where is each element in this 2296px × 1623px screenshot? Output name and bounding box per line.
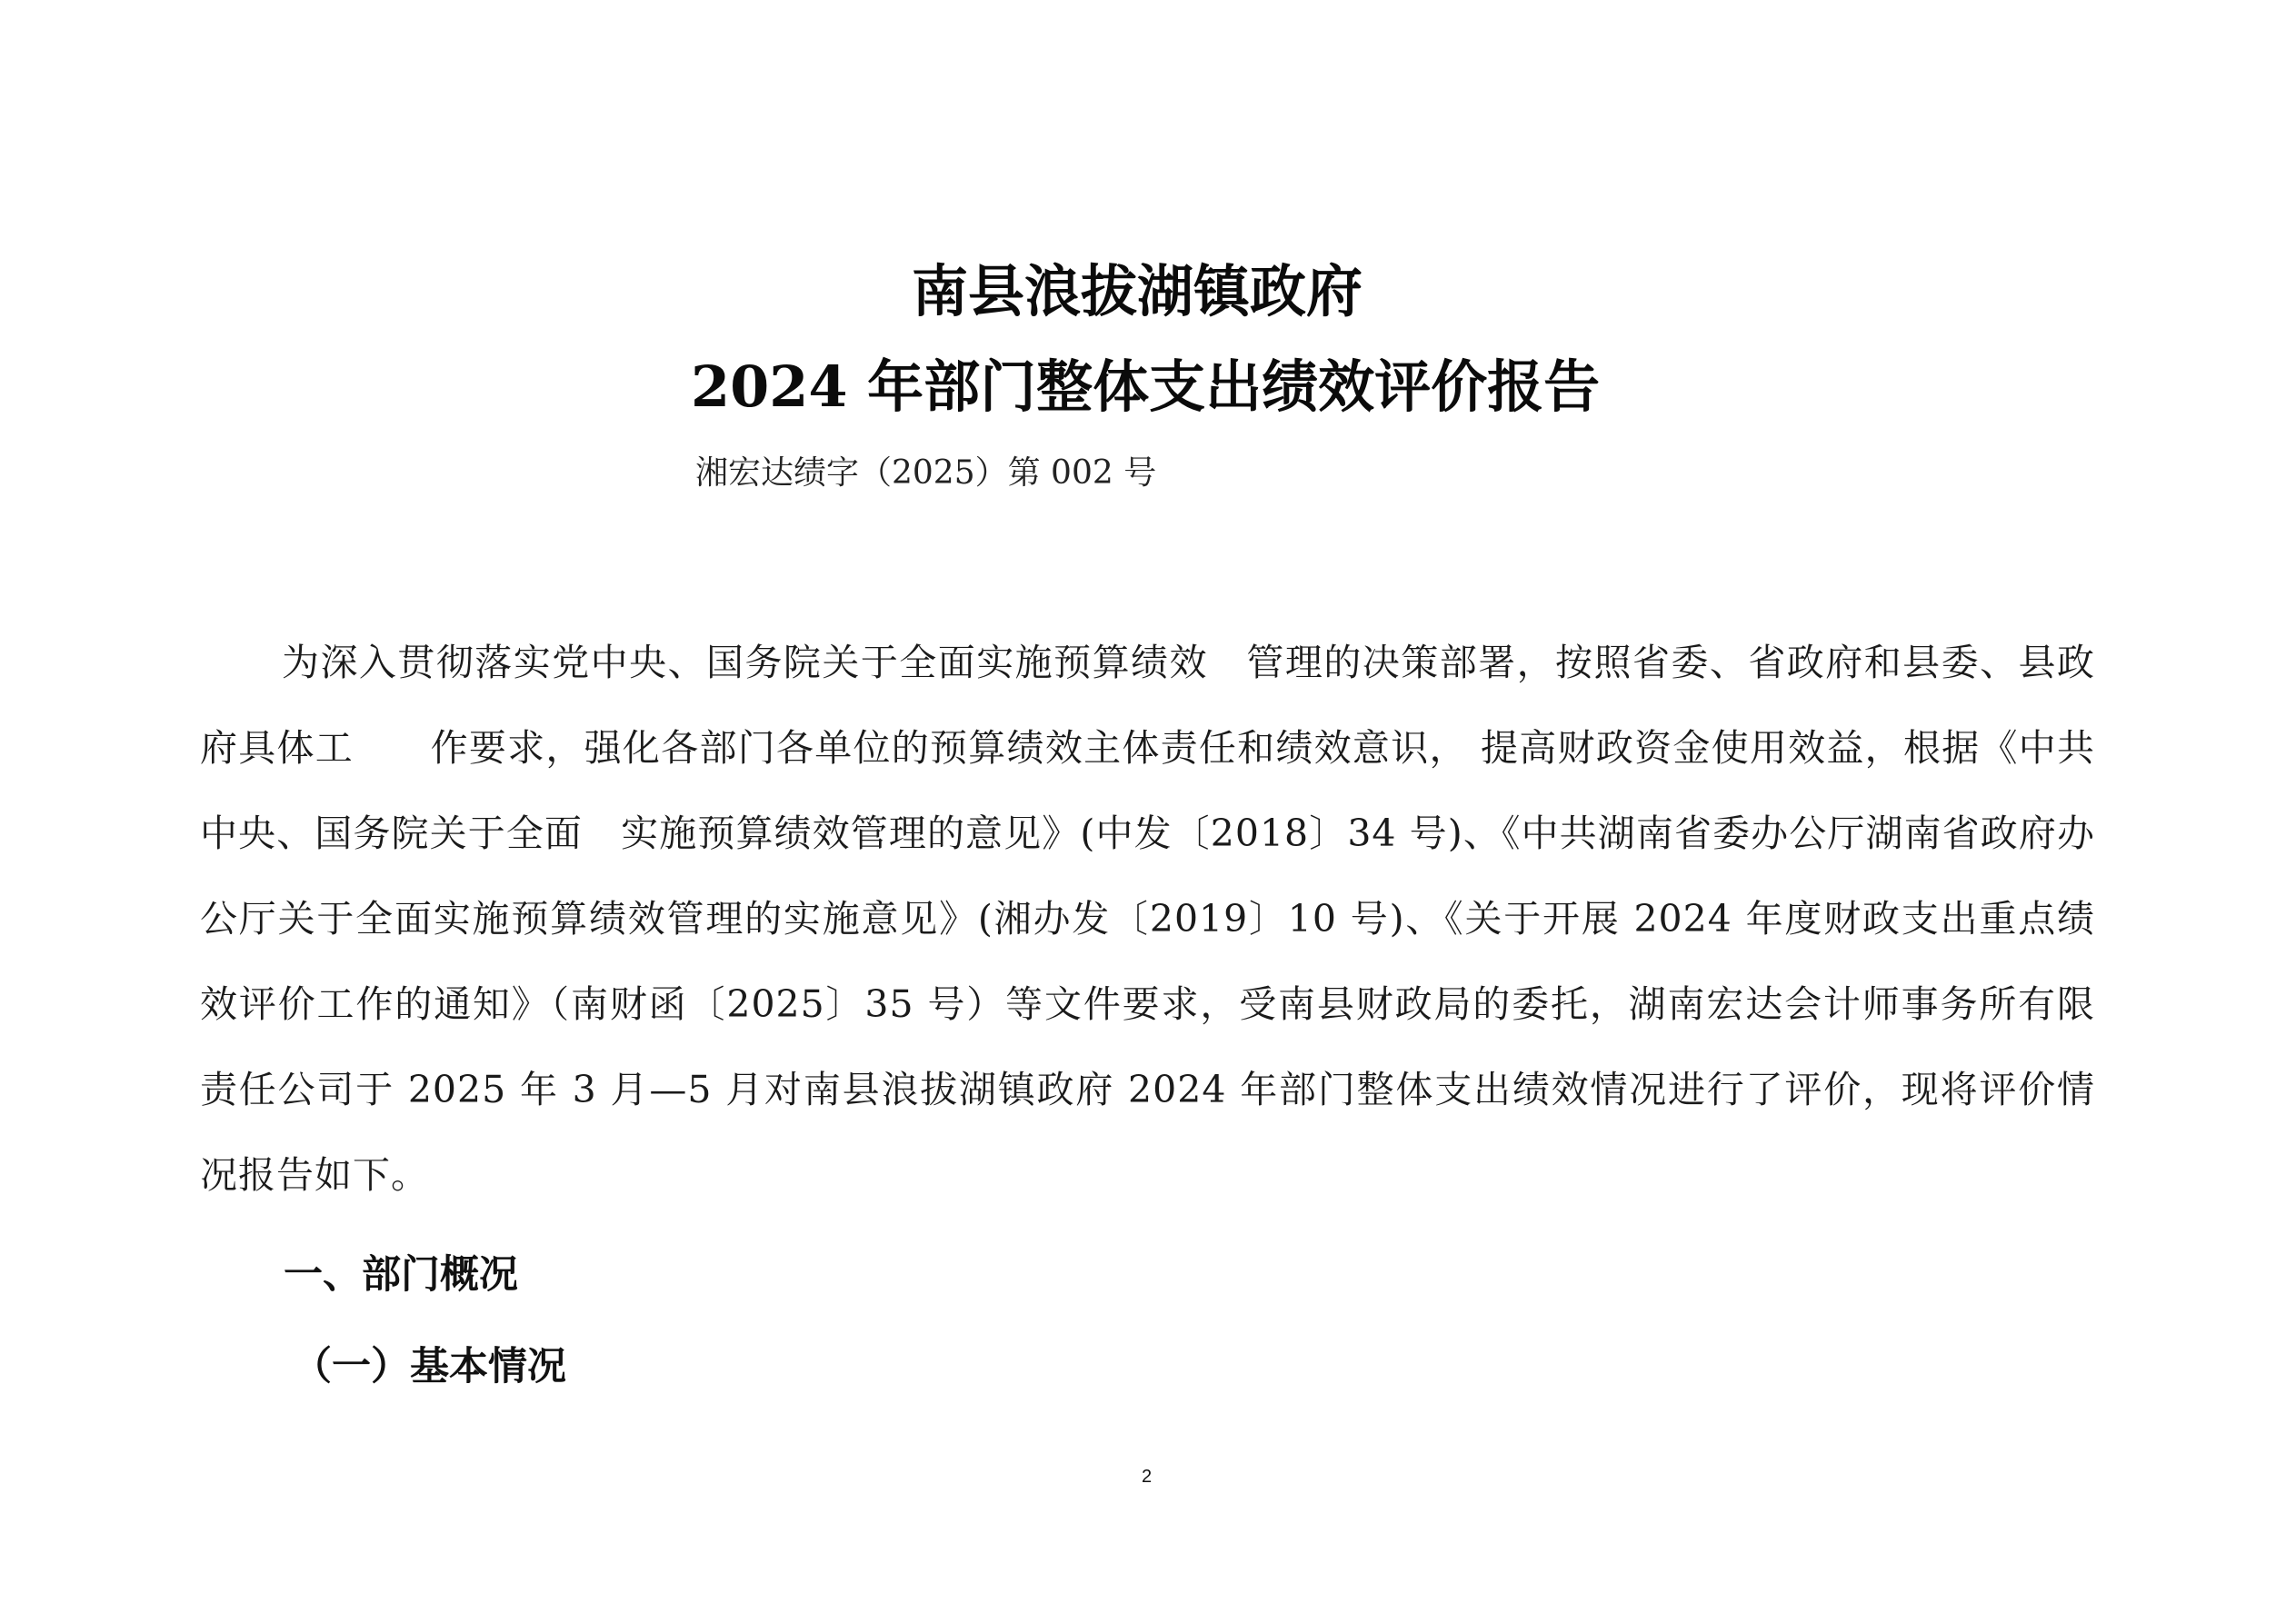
document-number: 湘宏达绩字（2025）第 002 号 [695, 454, 1157, 492]
body-paragraph: 为深入贯彻落实党中央、国务院关于全面实施预算绩效 管理的决策部署，按照省委、省政府和县委、县政府具体工 作要求，强化各部门各单位的预算绩效主体责任和绩效意识， 提高财政资金使用效益，根据《中共中央、国务院关于全面 实施预算绩效管理的意见》(中发〔2018〕34 号)、《中共湖南省委办公厅湖南省政府办公厅关于全面实施预算绩效管理的实施意见》(湘办发〔2019〕10 号)、《关于开展 2024 年度财政支出重点绩效评价工作的通知》（南财函〔2025〕35 号）等文件要求，受南县财政局的委托，湖南宏达会计师事务所有限责任公司于 2025 年 3 月—5 月对南县浪拔湖镇政府 2024 年部门整体支出绩效情况进行了评价，现将评价情况报告如下。 [200, 641, 2095, 1197]
document-title-line-2: 2024 年部门整体支出绩效评价报告 [691, 353, 1601, 420]
page-number: 2 [1142, 1467, 1153, 1487]
subsection-heading: （一）基本情况 [293, 1344, 566, 1389]
body-text-block [200, 620, 2095, 1218]
section-heading: 一、部门概况 [284, 1251, 518, 1298]
document-title-line-1: 南县浪拔湖镇政府 [912, 258, 1363, 324]
